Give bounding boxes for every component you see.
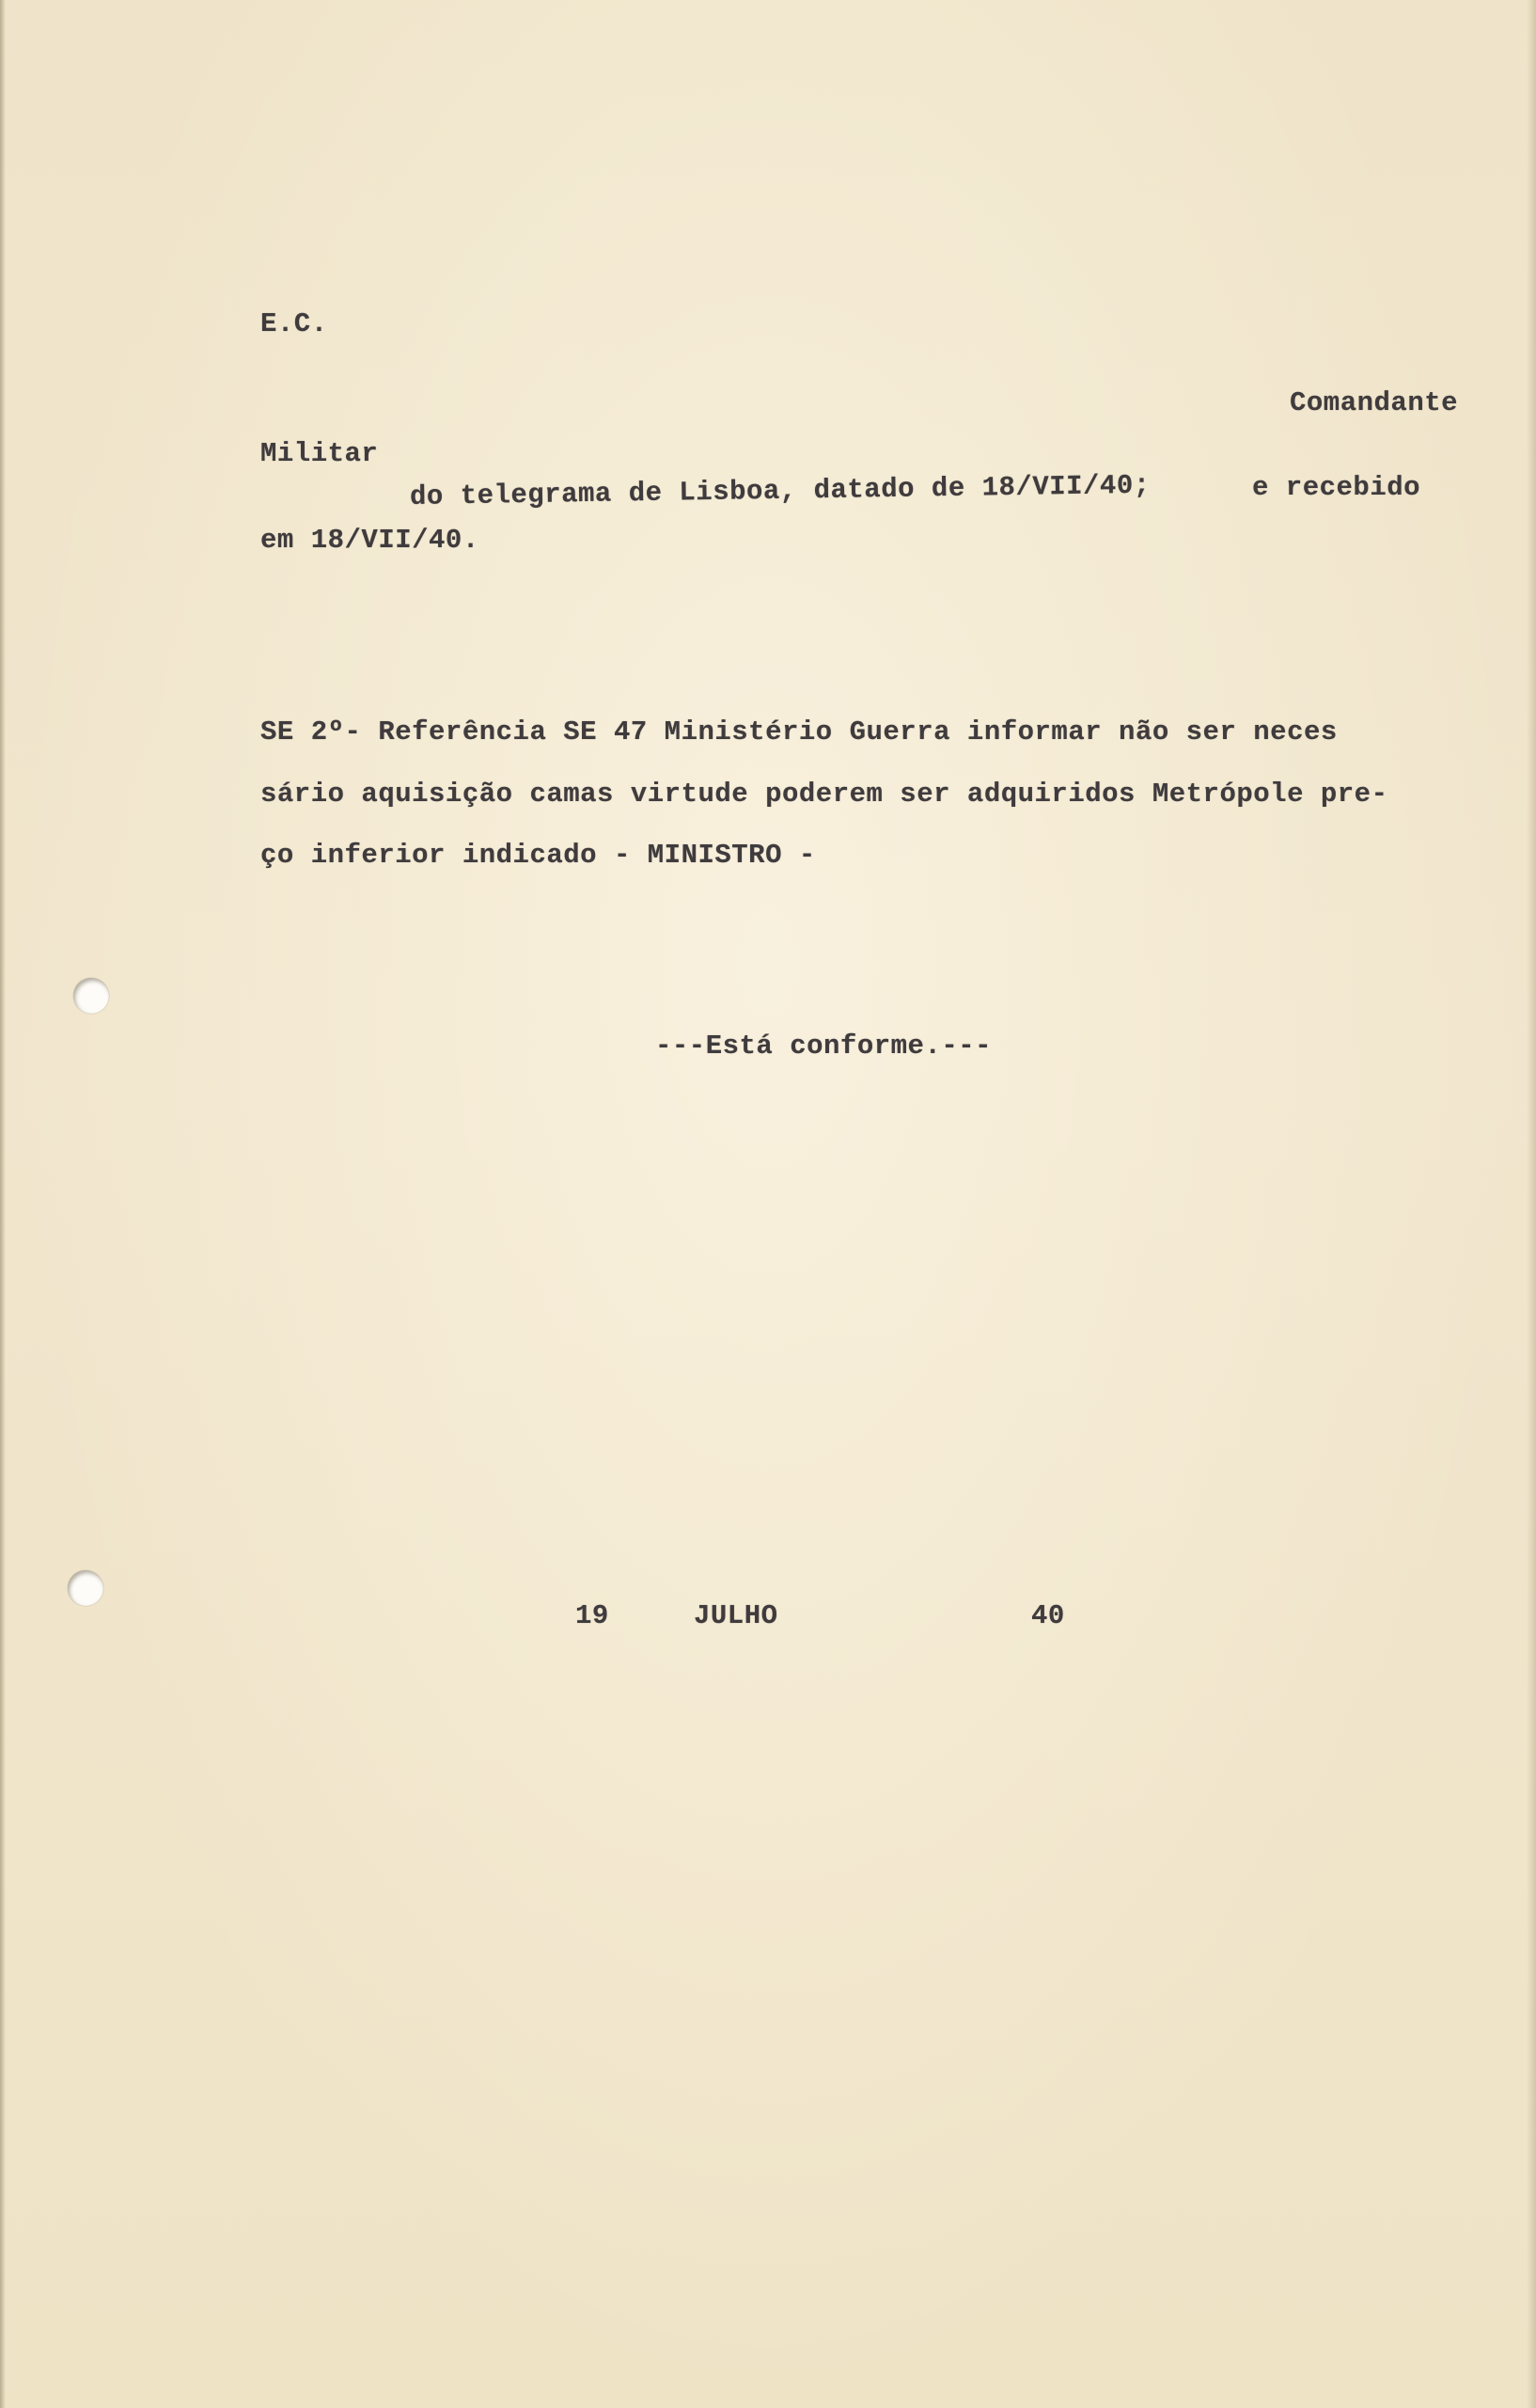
message-line-3: ço inferior indicado - MINISTRO - bbox=[260, 840, 816, 871]
date-month: JULHO bbox=[694, 1600, 778, 1631]
date-day: 19 bbox=[575, 1600, 609, 1631]
message-line-2: sário aquisição camas virtude poderem ser adquiridos Metrópole pre- bbox=[260, 779, 1388, 810]
intro-line-1: do telegrama de Lisboa, datado de 18/VII/40; bbox=[409, 469, 1151, 512]
paper-right-edge bbox=[1527, 0, 1536, 2408]
intro-line-1-end: e recebido bbox=[1252, 472, 1421, 503]
certification-line: ---Está conforme.--- bbox=[655, 1031, 993, 1062]
recipient-right: Comandante bbox=[1290, 387, 1459, 418]
intro-line-2: em 18/VII/40. bbox=[260, 525, 479, 556]
message-line-1: SE 2º- Referência SE 47 Ministério Guerra informar não ser neces bbox=[260, 716, 1338, 748]
punch-hole-upper bbox=[73, 978, 109, 1014]
paper-left-edge bbox=[0, 0, 6, 2408]
reference-code: E.C. bbox=[260, 308, 328, 339]
recipient-left: Militar bbox=[260, 438, 379, 469]
date-year: 40 bbox=[1031, 1600, 1065, 1631]
punch-hole-lower bbox=[68, 1570, 103, 1606]
